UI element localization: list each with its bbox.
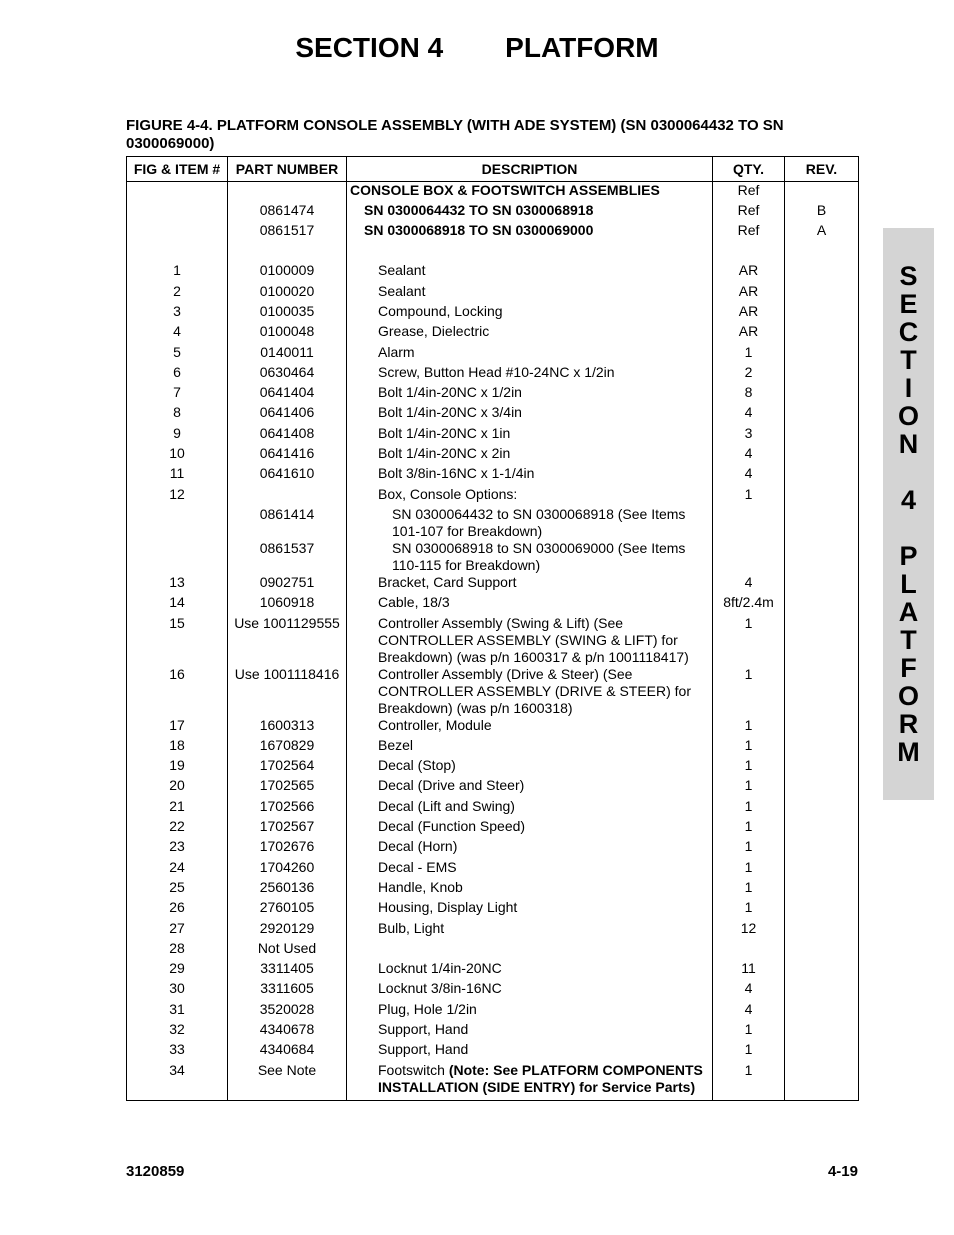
quantity: 1 xyxy=(713,1041,785,1061)
quantity: 4 xyxy=(713,465,785,485)
description: Decal - EMS xyxy=(347,859,713,879)
quantity: 1 xyxy=(713,615,785,666)
table-row xyxy=(127,920,859,940)
part-number: 1704260 xyxy=(228,859,347,879)
quantity: 3 xyxy=(713,425,785,445)
item-number: 30 xyxy=(127,980,228,1000)
part-number: 1702567 xyxy=(228,818,347,838)
part-number: 0100035 xyxy=(228,303,347,323)
description: Box, Console Options: xyxy=(347,486,713,506)
part-number: 1702566 xyxy=(228,798,347,818)
table-row xyxy=(127,757,859,777)
table-row xyxy=(127,838,859,858)
part-number: 1702564 xyxy=(228,757,347,777)
description: Bolt 1/4in-20NC x 1/2in xyxy=(347,384,713,404)
part-number: See Note xyxy=(228,1062,347,1101)
description: Decal (Function Speed) xyxy=(347,818,713,838)
part-number: Use 1001118416 xyxy=(228,666,347,717)
revision xyxy=(785,574,859,594)
item-number: 28 xyxy=(127,940,228,960)
revision xyxy=(785,323,859,343)
table-row xyxy=(127,940,859,960)
part-number: 0641416 xyxy=(228,445,347,465)
item-number: 18 xyxy=(127,737,228,757)
quantity: 4 xyxy=(713,574,785,594)
description: SN 0300064432 to SN 0300068918 (See Items 101-107 for Breakdown) xyxy=(347,506,713,540)
section-side-tab xyxy=(883,228,934,800)
table-row xyxy=(127,1041,859,1061)
description xyxy=(347,940,713,960)
revision xyxy=(785,262,859,282)
revision xyxy=(785,717,859,737)
side-tab-letter: L xyxy=(900,569,917,599)
part-number: 0861414 xyxy=(228,506,347,540)
part-number: 1702676 xyxy=(228,838,347,858)
description: Bolt 1/4in-20NC x 2in xyxy=(347,445,713,465)
part-number: Use 1001129555 xyxy=(228,615,347,666)
item-number: 1 xyxy=(127,262,228,282)
side-tab-letter: O xyxy=(897,401,919,431)
quantity: 1 xyxy=(713,666,785,717)
item-number: 31 xyxy=(127,1001,228,1021)
table-row xyxy=(127,615,859,666)
part-number: Not Used xyxy=(228,940,347,960)
item-number: 4 xyxy=(127,323,228,343)
side-tab-letter: S xyxy=(899,261,918,291)
quantity: 1 xyxy=(713,737,785,757)
revision xyxy=(785,859,859,879)
page-header xyxy=(0,32,954,64)
side-tab-letter: A xyxy=(898,597,919,627)
quantity xyxy=(713,940,785,960)
part-number: 4340684 xyxy=(228,1041,347,1061)
quantity: 1 xyxy=(713,879,785,899)
part-number: 3311605 xyxy=(228,980,347,1000)
item-number: 22 xyxy=(127,818,228,838)
parts-table xyxy=(126,156,859,1101)
table-row xyxy=(127,303,859,323)
revision xyxy=(785,182,859,202)
side-tab-letter: O xyxy=(897,681,919,711)
item-number: 15 xyxy=(127,615,228,666)
item-number: 34 xyxy=(127,1062,228,1101)
quantity: 1 xyxy=(713,859,785,879)
item-number: 9 xyxy=(127,425,228,445)
description: Locknut 3/8in-16NC xyxy=(347,980,713,1000)
table-row xyxy=(127,777,859,797)
part-number xyxy=(228,486,347,506)
part-number: 0140011 xyxy=(228,344,347,364)
revision xyxy=(785,594,859,614)
description: Bezel xyxy=(347,737,713,757)
part-number: 0641404 xyxy=(228,384,347,404)
description: Sealant xyxy=(347,283,713,303)
revision xyxy=(785,960,859,980)
section-title: PLATFORM xyxy=(505,32,659,63)
item-number xyxy=(127,540,228,574)
item-number: 7 xyxy=(127,384,228,404)
quantity: Ref xyxy=(713,202,785,222)
column-header: PART NUMBER xyxy=(228,157,347,182)
quantity: 2 xyxy=(713,364,785,384)
description: Screw, Button Head #10-24NC x 1/2in xyxy=(347,364,713,384)
description: Decal (Drive and Steer) xyxy=(347,777,713,797)
table-row xyxy=(127,717,859,737)
page-number: 4-19 xyxy=(827,1163,858,1180)
part-number: 0100009 xyxy=(228,262,347,282)
table-row xyxy=(127,1062,859,1101)
revision xyxy=(785,615,859,666)
quantity: 1 xyxy=(713,838,785,858)
side-tab-letter: T xyxy=(900,625,917,655)
description: Decal (Stop) xyxy=(347,757,713,777)
description: Decal (Lift and Swing) xyxy=(347,798,713,818)
part-number: 0630464 xyxy=(228,364,347,384)
item-number: 16 xyxy=(127,666,228,717)
revision xyxy=(785,364,859,384)
item-number: 21 xyxy=(127,798,228,818)
quantity: 1 xyxy=(713,777,785,797)
part-number: 0861474 xyxy=(228,202,347,222)
item-number: 12 xyxy=(127,486,228,506)
description: Support, Hand xyxy=(347,1041,713,1061)
revision xyxy=(785,384,859,404)
item-number: 8 xyxy=(127,404,228,424)
quantity: 1 xyxy=(713,798,785,818)
item-number: 10 xyxy=(127,445,228,465)
table-row xyxy=(127,364,859,384)
table-row xyxy=(127,283,859,303)
description: Cable, 18/3 xyxy=(347,594,713,614)
revision xyxy=(785,283,859,303)
revision xyxy=(785,465,859,485)
revision xyxy=(785,1021,859,1041)
quantity: 1 xyxy=(713,344,785,364)
part-number: 1702565 xyxy=(228,777,347,797)
description: Controller Assembly (Swing & Lift) (See CONTROLLER ASSEMBLY (SWING & LIFT) for Breakdown) (was p/n 1600317 & p/n 1001118417) xyxy=(347,615,713,666)
description: Bracket, Card Support xyxy=(347,574,713,594)
revision xyxy=(785,666,859,717)
revision xyxy=(785,920,859,940)
revision xyxy=(785,940,859,960)
item-number: 33 xyxy=(127,1041,228,1061)
revision xyxy=(785,506,859,540)
revision xyxy=(785,757,859,777)
item-number: 14 xyxy=(127,594,228,614)
side-tab-letter: T xyxy=(900,345,917,375)
quantity: 4 xyxy=(713,980,785,1000)
quantity: 8 xyxy=(713,384,785,404)
item-number: 25 xyxy=(127,879,228,899)
item-number xyxy=(127,506,228,540)
table-row xyxy=(127,798,859,818)
item-number: 27 xyxy=(127,920,228,940)
description: Controller, Module xyxy=(347,717,713,737)
quantity xyxy=(713,506,785,540)
revision xyxy=(785,1041,859,1061)
quantity: 1 xyxy=(713,818,785,838)
item-number: 3 xyxy=(127,303,228,323)
description: SN 0300064432 TO SN 0300068918 xyxy=(347,202,713,222)
description: Handle, Knob xyxy=(347,879,713,899)
quantity: 1 xyxy=(713,1062,785,1101)
part-number: 0641610 xyxy=(228,465,347,485)
figure-caption: FIGURE 4-4. PLATFORM CONSOLE ASSEMBLY (WITH ADE SYSTEM) (SN 0300064432 TO SN 0300069000) xyxy=(126,117,784,152)
description: SN 0300068918 to SN 0300069000 (See Items 110-115 for Breakdown) xyxy=(347,540,713,574)
table-row xyxy=(127,182,859,202)
description: Locknut 1/4in-20NC xyxy=(347,960,713,980)
column-header: FIG & ITEM # xyxy=(127,157,228,182)
quantity: Ref xyxy=(713,182,785,202)
revision: A xyxy=(785,222,859,242)
item-number: 13 xyxy=(127,574,228,594)
side-tab-letter: I xyxy=(904,373,913,403)
item-number: 32 xyxy=(127,1021,228,1041)
revision: B xyxy=(785,202,859,222)
item-number xyxy=(127,222,228,242)
item-number: 5 xyxy=(127,344,228,364)
item-number: 24 xyxy=(127,859,228,879)
revision xyxy=(785,879,859,899)
description: Decal (Horn) xyxy=(347,838,713,858)
column-header: QTY. xyxy=(713,157,785,182)
column-header: REV. xyxy=(785,157,859,182)
revision xyxy=(785,404,859,424)
part-number: 0641408 xyxy=(228,425,347,445)
part-number: 0100020 xyxy=(228,283,347,303)
item-number: 19 xyxy=(127,757,228,777)
quantity: 1 xyxy=(713,717,785,737)
revision xyxy=(785,540,859,574)
quantity: 4 xyxy=(713,1001,785,1021)
revision xyxy=(785,899,859,919)
table-row xyxy=(127,222,859,242)
quantity: Ref xyxy=(713,222,785,242)
table-row xyxy=(127,506,859,540)
part-number: 2920129 xyxy=(228,920,347,940)
table-row xyxy=(127,465,859,485)
item-number: 2 xyxy=(127,283,228,303)
part-number: 0861517 xyxy=(228,222,347,242)
quantity: 1 xyxy=(713,486,785,506)
revision xyxy=(785,445,859,465)
table-row xyxy=(127,574,859,594)
description: SN 0300068918 TO SN 0300069000 xyxy=(347,222,713,242)
revision xyxy=(785,838,859,858)
table-row xyxy=(127,404,859,424)
table-row xyxy=(127,737,859,757)
table-row xyxy=(127,486,859,506)
revision xyxy=(785,303,859,323)
revision xyxy=(785,1001,859,1021)
part-number: 0861537 xyxy=(228,540,347,574)
table-row xyxy=(127,1001,859,1021)
table-row xyxy=(127,879,859,899)
item-number: 29 xyxy=(127,960,228,980)
item-number: 20 xyxy=(127,777,228,797)
part-number: 3311405 xyxy=(228,960,347,980)
description: Bolt 1/4in-20NC x 3/4in xyxy=(347,404,713,424)
description-note: (Note: See PLATFORM COMPONENTS INSTALLATION (SIDE ENTRY) for Service Parts) xyxy=(378,1061,703,1095)
revision xyxy=(785,737,859,757)
item-number xyxy=(127,182,228,202)
table-row xyxy=(127,594,859,614)
description: Bulb, Light xyxy=(347,920,713,940)
item-number: 17 xyxy=(127,717,228,737)
table-row xyxy=(127,666,859,717)
document-number: 3120859 xyxy=(126,1163,185,1180)
table-row xyxy=(127,262,859,282)
quantity: AR xyxy=(713,262,785,282)
description: Bolt 1/4in-20NC x 1in xyxy=(347,425,713,445)
quantity: AR xyxy=(713,303,785,323)
column-header: DESCRIPTION xyxy=(347,157,713,182)
description: Sealant xyxy=(347,262,713,282)
quantity: 1 xyxy=(713,899,785,919)
table-row xyxy=(127,425,859,445)
side-tab-letter: P xyxy=(899,541,918,571)
item-number: 23 xyxy=(127,838,228,858)
description: CONSOLE BOX & FOOTSWITCH ASSEMBLIES xyxy=(347,182,713,202)
part-number xyxy=(228,182,347,202)
revision xyxy=(785,818,859,838)
table-row xyxy=(127,384,859,404)
part-number: 3520028 xyxy=(228,1001,347,1021)
quantity: 4 xyxy=(713,404,785,424)
revision xyxy=(785,486,859,506)
table-row xyxy=(127,1021,859,1041)
table-row xyxy=(127,859,859,879)
table-row xyxy=(127,540,859,574)
side-tab-letter: F xyxy=(900,653,917,683)
side-tab-letter: R xyxy=(898,709,919,739)
description: Controller Assembly (Drive & Steer) (See CONTROLLER ASSEMBLY (DRIVE & STEER) for Breakdown) (was p/n 1600318) xyxy=(347,666,713,717)
table-row xyxy=(127,960,859,980)
description-text: Footswitch xyxy=(378,1061,449,1078)
part-number: 2760105 xyxy=(228,899,347,919)
description: Plug, Hole 1/2in xyxy=(347,1001,713,1021)
description: Grease, Dielectric xyxy=(347,323,713,343)
table-row xyxy=(127,202,859,222)
quantity: 1 xyxy=(713,757,785,777)
table-row xyxy=(127,818,859,838)
description xyxy=(347,1062,713,1101)
spacer-row xyxy=(127,242,859,262)
quantity: 11 xyxy=(713,960,785,980)
revision xyxy=(785,344,859,364)
table-row xyxy=(127,980,859,1000)
revision xyxy=(785,777,859,797)
quantity: 4 xyxy=(713,445,785,465)
side-tab-letter: E xyxy=(899,289,918,319)
part-number: 4340678 xyxy=(228,1021,347,1041)
side-tab-letter: M xyxy=(897,737,920,767)
part-number: 2560136 xyxy=(228,879,347,899)
revision xyxy=(785,1062,859,1101)
table-row xyxy=(127,323,859,343)
quantity: AR xyxy=(713,283,785,303)
item-number: 11 xyxy=(127,465,228,485)
description: Alarm xyxy=(347,344,713,364)
quantity: AR xyxy=(713,323,785,343)
quantity xyxy=(713,540,785,574)
description: Support, Hand xyxy=(347,1021,713,1041)
part-number: 1060918 xyxy=(228,594,347,614)
description: Compound, Locking xyxy=(347,303,713,323)
part-number: 0902751 xyxy=(228,574,347,594)
table-header-row xyxy=(127,157,859,182)
description: Housing, Display Light xyxy=(347,899,713,919)
table-row xyxy=(127,445,859,465)
quantity: 8ft/2.4m xyxy=(713,594,785,614)
quantity: 12 xyxy=(713,920,785,940)
part-number: 0641406 xyxy=(228,404,347,424)
side-tab-letter: 4 xyxy=(900,485,917,515)
section-label: SECTION 4 xyxy=(295,32,444,63)
table-row xyxy=(127,344,859,364)
description: Bolt 3/8in-16NC x 1-1/4in xyxy=(347,465,713,485)
part-number: 1600313 xyxy=(228,717,347,737)
revision xyxy=(785,980,859,1000)
item-number: 6 xyxy=(127,364,228,384)
quantity: 1 xyxy=(713,1021,785,1041)
table-row xyxy=(127,899,859,919)
part-number: 1670829 xyxy=(228,737,347,757)
side-tab-letter: N xyxy=(898,429,919,459)
revision xyxy=(785,798,859,818)
item-number xyxy=(127,202,228,222)
item-number: 26 xyxy=(127,899,228,919)
part-number: 0100048 xyxy=(228,323,347,343)
side-tab-letter: C xyxy=(898,317,919,347)
revision xyxy=(785,425,859,445)
